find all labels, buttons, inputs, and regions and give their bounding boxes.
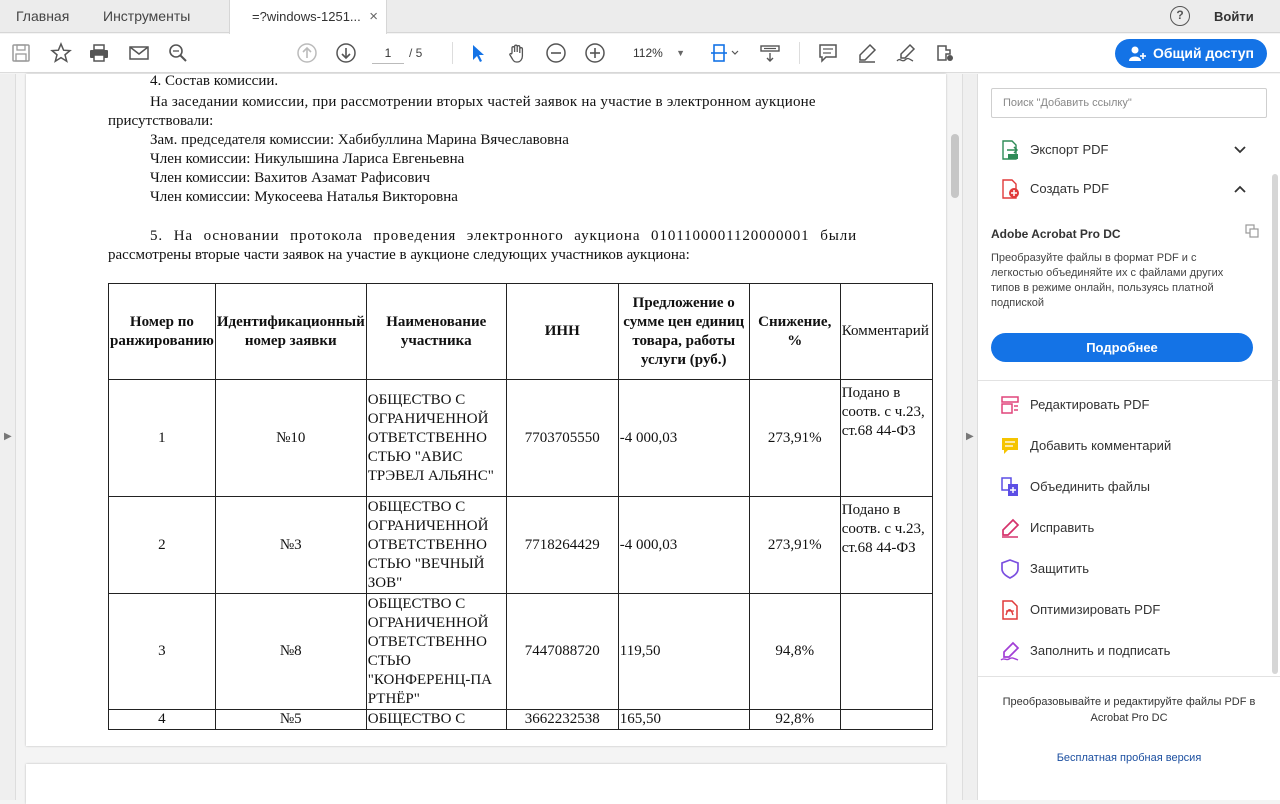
member-line: Зам. председателя комиссии: Хабибуллина Марина Вячеславовна [150, 132, 569, 148]
close-tab-icon[interactable]: × [369, 8, 378, 25]
tool-label: Оптимизировать PDF [1030, 602, 1161, 617]
share-button-label: Общий доступ [1153, 45, 1254, 61]
page-up-icon[interactable] [296, 42, 318, 64]
tool-item-edit-pdf[interactable] [978, 386, 1280, 424]
rank-cell: 3 [109, 594, 216, 710]
hand-tool-icon[interactable] [506, 42, 528, 64]
tab-home[interactable]: Главная [16, 8, 70, 24]
section4-intro: На заседании комиссии, при рассмотрении вторых частей заявок на участие в электронном аукционе [150, 94, 816, 110]
page-number-input[interactable]: 1 [372, 42, 404, 64]
expand-left-icon: ▶ [4, 431, 12, 442]
reduction-cell: 94,8% [749, 594, 840, 710]
offer-cell: 119,50 [618, 594, 749, 710]
tool-item-protect[interactable] [978, 550, 1280, 588]
panel-divider [978, 676, 1280, 677]
toolbar [0, 34, 1280, 73]
section4-title: 4. Состав комиссии. [150, 73, 279, 89]
chevron-down-icon: ▼ [676, 48, 685, 58]
pdf-page [26, 74, 946, 746]
zoom-select[interactable] [623, 42, 689, 64]
scroll-mode-icon[interactable] [759, 42, 781, 64]
reduction-cell: 92,8% [749, 710, 840, 730]
table-header-cell: Наименование участника [366, 284, 506, 380]
table-header-cell: Комментарий [840, 284, 932, 380]
table-header-cell: ИНН [506, 284, 618, 380]
section4-intro-cont: присутствовали: [108, 113, 214, 129]
tool-label: Исправить [1030, 520, 1095, 535]
participant-name-cell: ОБЩЕСТВО С [366, 710, 506, 730]
tool-item-fill-sign[interactable] [978, 632, 1280, 670]
tool-search-input[interactable]: Поиск "Добавить ссылку" [991, 88, 1267, 118]
save-icon[interactable] [10, 42, 32, 64]
protect-shield-icon [1000, 559, 1020, 579]
id-cell: №5 [215, 710, 366, 730]
participant-name-cell: ОБЩЕСТВО С ОГРАНИЧЕННОЙ ОТВЕТСТВЕННО СТЬЮ "КОНФЕРЕНЦ-ПА РТНЁР" [366, 594, 506, 710]
table-row [109, 594, 933, 710]
tool-label: Защитить [1030, 561, 1089, 576]
page-total: / 5 [409, 46, 423, 60]
email-icon[interactable] [128, 42, 150, 64]
rank-cell: 2 [109, 497, 216, 594]
member-line: Член комиссии: Вахитов Азамат Рафисович [150, 170, 431, 186]
section5-text: 5. На основании протокола проведения электронного аукциона 0101100001120000001 были [150, 228, 858, 244]
id-cell: №8 [215, 594, 366, 710]
right-pane-toggle[interactable] [962, 74, 978, 800]
rank-cell: 4 [109, 710, 216, 730]
create-pdf-item[interactable] [978, 170, 1280, 208]
learn-more-button[interactable]: Подробнее [991, 333, 1253, 362]
edit-pdf-icon [1000, 395, 1020, 415]
tab-bar [0, 0, 1280, 33]
tab-tools[interactable]: Инструменты [103, 8, 191, 24]
help-icon[interactable]: ? [1170, 6, 1190, 26]
member-line: Член комиссии: Никулышина Лариса Евгеньевна [150, 151, 465, 167]
comment-cell [840, 594, 932, 710]
table-header-cell: Номер по ранжированию [109, 284, 216, 380]
chevron-down-icon[interactable] [1234, 131, 1246, 169]
participants-table [108, 283, 933, 730]
comment-icon [1000, 436, 1020, 456]
left-pane-toggle[interactable] [0, 74, 16, 800]
page-fit-icon[interactable] [709, 42, 739, 64]
toolbar-divider [799, 42, 800, 64]
table-header-cell: Идентификационный номер заявки [215, 284, 366, 380]
promo-text: Преобразуйте файлы в формат PDF и с легкостью объединяйте их с файлами других типов в режиме онлайн, пользуясь платной подпиской [991, 252, 1224, 309]
highlight-pen-icon[interactable] [856, 42, 878, 64]
add-user-icon [1128, 45, 1146, 62]
toolbar-divider [452, 42, 453, 64]
free-trial-link[interactable]: Бесплатная пробная версия [1056, 752, 1202, 764]
tab-document-label: =?windows-1251... [252, 9, 361, 24]
fill-sign-pen-icon [1000, 518, 1020, 538]
reduction-cell: 273,91% [749, 497, 840, 594]
tool-item-comment[interactable] [978, 427, 1280, 465]
panel-scrollbar[interactable] [1270, 74, 1280, 800]
section5-text-cont: рассмотрены вторые части заявок на участие в аукционе следующих участников аукциона: [108, 247, 690, 263]
tool-label: Заполнить и подписать [1030, 643, 1171, 658]
share-button[interactable] [1115, 39, 1267, 68]
zoom-in-icon[interactable] [584, 42, 606, 64]
tool-item-combine[interactable] [978, 468, 1280, 506]
rank-cell: 1 [109, 380, 216, 497]
inn-cell: 7703705550 [506, 380, 618, 497]
table-row [109, 497, 933, 594]
comment-cell: Подано в соотв. с ч.23, ст.68 44-ФЗ [840, 497, 932, 594]
member-line: Член комиссии: Мукосеева Наталья Викторовна [150, 189, 458, 205]
inn-cell: 7447088720 [506, 594, 618, 710]
id-cell: №3 [215, 497, 366, 594]
panel-footer-text: Преобразовывайте и редактируйте файлы PDF в Acrobat Pro DC [1002, 696, 1256, 724]
document-scrollbar[interactable] [948, 74, 962, 800]
export-pdf-label: Экспорт PDF [1030, 142, 1109, 157]
pdf-page-next [26, 764, 946, 804]
select-cursor-icon[interactable] [467, 42, 489, 64]
bookmark-star-icon[interactable] [50, 42, 72, 64]
comment-icon[interactable] [817, 42, 839, 64]
participant-name-cell: ОБЩЕСТВО С ОГРАНИЧЕННОЙ ОТВЕТСТВЕННО СТЬЮ "АВИС ТРЭВЕЛ АЛЬЯНС" [366, 380, 506, 497]
table-row [109, 710, 933, 730]
page-down-icon[interactable] [335, 42, 357, 64]
table-row [109, 380, 933, 497]
comment-cell [840, 710, 932, 730]
table-header-row [109, 284, 933, 380]
tools-panel [978, 74, 1280, 800]
create-pdf-icon [1000, 179, 1020, 199]
table-header-cell: Предложение о сумме цен единиц товара, работы услуги (руб.) [618, 284, 749, 380]
document-area[interactable] [0, 74, 962, 800]
combine-files-icon [1000, 477, 1020, 497]
panel-scrollbar-thumb[interactable] [1272, 174, 1278, 674]
promo-title: Adobe Acrobat Pro DC [991, 227, 1121, 241]
fill-and-sign-icon [1000, 641, 1020, 661]
reduction-cell: 273,91% [749, 380, 840, 497]
offer-cell: 165,50 [618, 710, 749, 730]
signin-button[interactable]: Войти [1214, 9, 1254, 24]
tools-more-icon[interactable] [934, 42, 956, 64]
scrollbar-thumb[interactable] [951, 134, 959, 198]
copy-icon[interactable] [1245, 224, 1259, 243]
collapse-right-icon: ▶ [966, 431, 974, 442]
sign-icon[interactable] [895, 42, 917, 64]
tool-label: Добавить комментарий [1030, 438, 1172, 453]
tool-item-fix[interactable] [978, 509, 1280, 547]
chevron-up-icon[interactable] [1234, 170, 1246, 208]
tool-item-optimize[interactable] [978, 591, 1280, 629]
zoom-out-icon[interactable] [545, 42, 567, 64]
id-cell: №10 [215, 380, 366, 497]
panel-divider [978, 380, 1280, 381]
tool-label: Объединить файлы [1030, 479, 1150, 494]
inn-cell: 3662232538 [506, 710, 618, 730]
print-icon[interactable] [88, 42, 110, 64]
inn-cell: 7718264429 [506, 497, 618, 594]
optimize-pdf-icon [1000, 600, 1020, 620]
participant-name-cell: ОБЩЕСТВО С ОГРАНИЧЕННОЙ ОТВЕТСТВЕННО СТЬЮ "ВЕЧНЫЙ ЗОВ" [366, 497, 506, 594]
tool-label: Редактировать PDF [1030, 397, 1150, 412]
table-header-cell: Снижение, % [749, 284, 840, 380]
zoom-value: 112% [633, 46, 663, 60]
offer-cell: -4 000,03 [618, 497, 749, 594]
create-pdf-label: Создать PDF [1030, 181, 1110, 196]
export-pdf-icon [1000, 140, 1020, 160]
comment-cell: Подано в соотв. с ч.23, ст.68 44-ФЗ [840, 380, 932, 497]
search-zoom-icon[interactable] [167, 42, 189, 64]
export-pdf-item[interactable] [978, 131, 1280, 169]
offer-cell: -4 000,03 [618, 380, 749, 497]
tab-document[interactable] [229, 0, 387, 34]
